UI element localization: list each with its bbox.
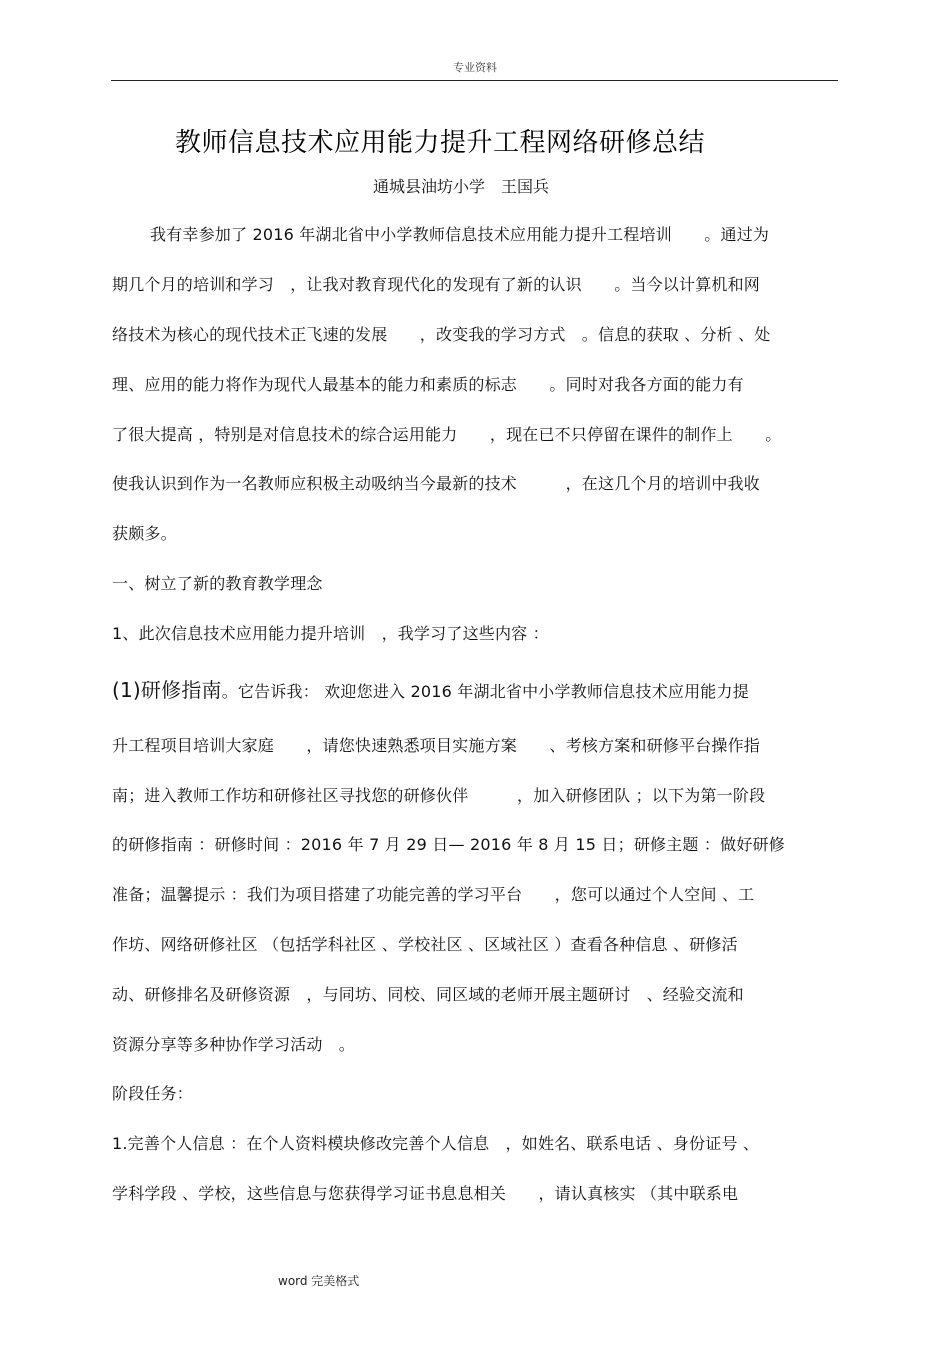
paragraph-line: 理、应用的能力将作为现代人最基本的能力和素质的标志 。同时对我各方面的能力有 — [112, 375, 744, 394]
paragraph-line: 南；进入教师工作坊和研修社区寻找您的研修伙伴 ，加入研修团队 ；以下为第一阶段 — [112, 786, 766, 805]
document-title: 教师信息技术应用能力提升工程网络研修总结 — [174, 128, 705, 158]
paragraph-line: 获颇多。 — [112, 524, 177, 543]
paragraph-line: 准备；温馨提示 ：我们为项目搭建了功能完善的学习平台 ，您可以通过个人空间 、工 — [112, 885, 755, 904]
page-footer: word 完美格式 — [278, 1274, 360, 1288]
subsection-lead: (1)研修指南 — [112, 678, 222, 702]
paragraph-line: 使我认识到作为一名教师应积极主动吸纳当今最新的技术 ，在这几个月的培训中我收 — [112, 474, 761, 493]
paragraph-line: 期几个月的培训和学习 ，让我对教育现代化的发现有了新的认识 。当今以计算机和网 — [112, 275, 761, 294]
paragraph-line: 学科学段 、学校，这些信息与您获得学习证书息息相关 ，请认真核实 （其中联系电 — [112, 1184, 739, 1203]
document-author: 通城县油坊小学 王国兵 — [372, 177, 549, 196]
paragraph-line: 升工程项目培训大家庭 ，请您快速熟悉项目实施方案 、考核方案和研修平台操作指 — [112, 736, 761, 755]
paragraph-line: 1.完善个人信息 ：在个人资料模块修改完善个人信息 ，如姓名、联系电话 、身份证号 、 — [112, 1134, 760, 1153]
paragraph-line: 动、研修排名及研修资源 ，与同坊、同校、同区域的老师开展主题研讨 、经验交流和 — [112, 985, 744, 1004]
section-heading: 阶段任务： — [112, 1084, 194, 1103]
section-heading: 一、树立了新的教育教学理念 — [112, 574, 323, 593]
paragraph-line: 1、此次信息技术应用能力提升培训 ，我学习了这些内容 ： — [112, 624, 549, 643]
paragraph-line: 的研修指南 ：研修时间 ：2016 年 7 月 29 日— 2016 年 8 月 15 日；研修主题 ：做好研修 — [112, 835, 785, 854]
header-rule — [111, 80, 838, 81]
page-header: 专业资料 — [453, 61, 497, 74]
paragraph-line — [112, 674, 852, 703]
paragraph-line: 作坊、网络研修社区 （包括学科社区 、学校社区 、区域社区 ）查看各种信息 、研修活 — [112, 935, 738, 954]
paragraph-text: 。它告诉我： 欢迎您进入 2016 年湖北省中小学教师信息技术应用能力提 — [221, 682, 749, 701]
paragraph-line: 了很大提高 ，特别是对信息技术的综合运用能力 ，现在已不只停留在课件的制作上 。 — [112, 425, 782, 444]
paragraph-line: 络技术为核心的现代技术正飞速的发展 ，改变我的学习方式 。信息的获取 、分析 、处 — [112, 325, 771, 344]
paragraph-line: 我有幸参加了 2016 年湖北省中小学教师信息技术应用能力提升工程培训 。通过为 — [150, 225, 770, 244]
paragraph-line: 资源分享等多种协作学习活动 。 — [112, 1035, 356, 1054]
